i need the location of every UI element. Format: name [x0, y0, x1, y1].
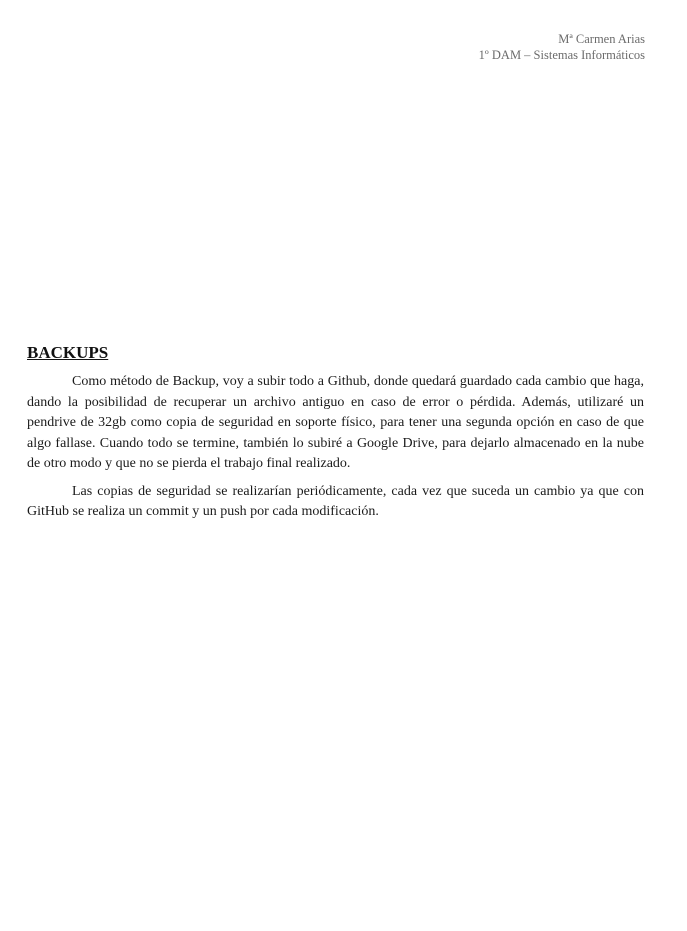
header-author: Mª Carmen Arias: [558, 32, 645, 46]
page-header: [479, 31, 645, 63]
paragraph-backup-frequency: Las copias de seguridad se realizarían periódicamente, cada vez que suceda un cambio ya que con GitHub se realiza un commit y un push por cada modificación.: [27, 483, 644, 519]
section-title: BACKUPS: [27, 343, 109, 362]
document-body: [27, 343, 644, 530]
paragraph-backup-method: Como método de Backup, voy a subir todo a Github, donde quedará guardado cada cambio que haga, dando la posibilidad de recuperar un archivo antiguo en caso de error o pérdida. Además, utilizaré un pendrive de 32gb como copia de seguridad en soporte físico, para tener una segunda opción en caso de que algo fallase. Cuando todo se termine, también lo subiré a Google Drive, para dejarlo almacenado en la nube de otro modo y que no se pierda el trabajo final realizado.: [27, 374, 644, 471]
header-course: 1º DAM – Sistemas Informáticos: [478, 48, 645, 62]
